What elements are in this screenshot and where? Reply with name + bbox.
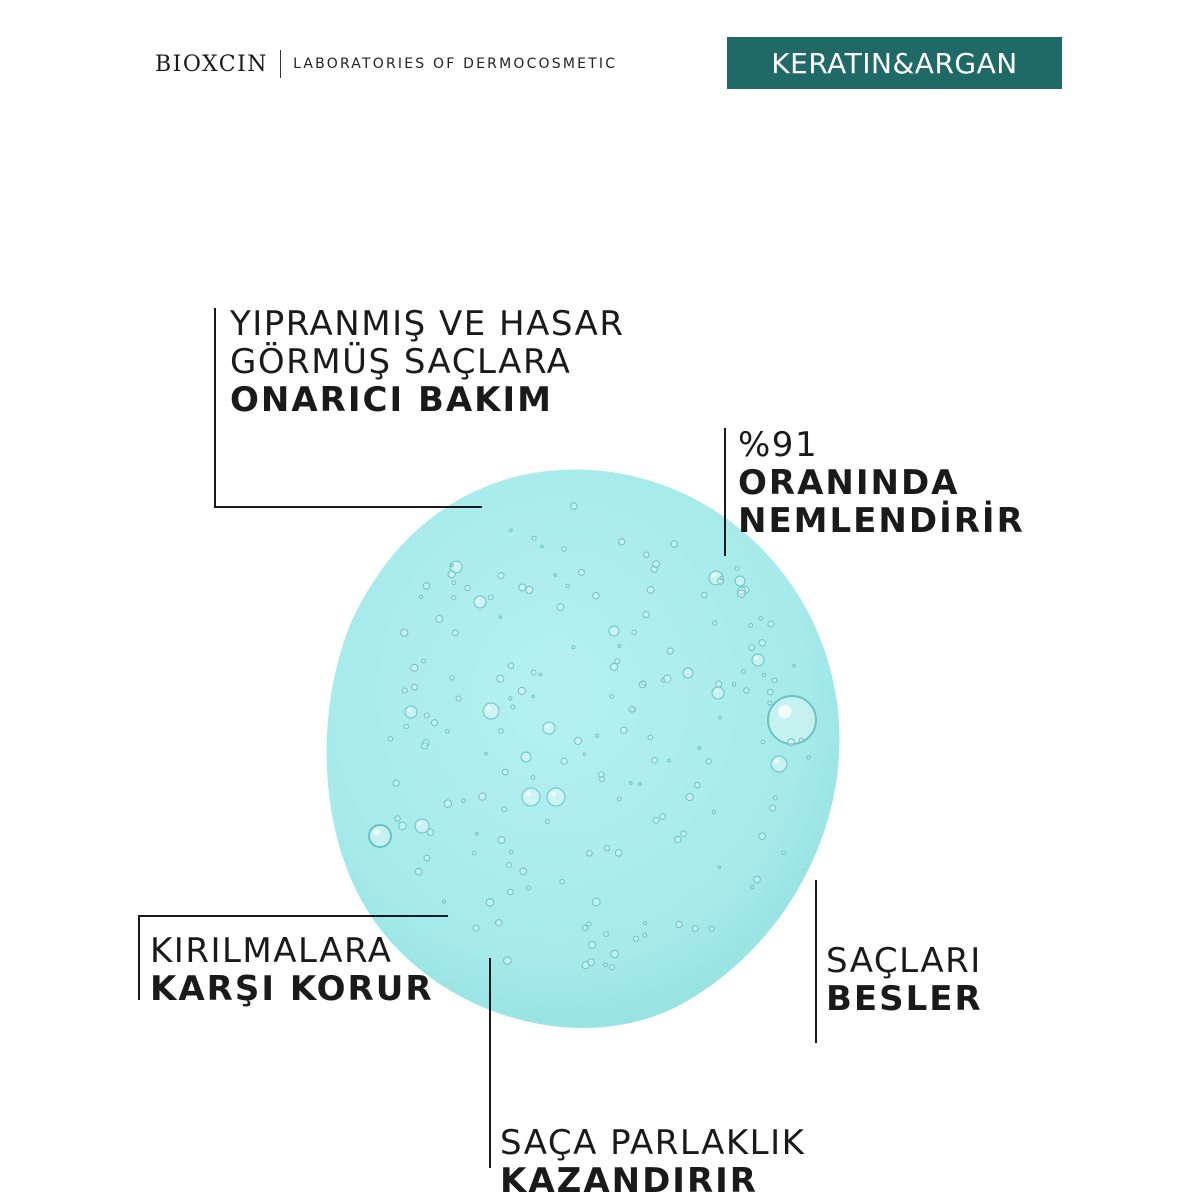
bubble	[643, 933, 647, 937]
bubble	[593, 593, 599, 599]
bubble-highlight	[418, 822, 422, 826]
bubble-highlight	[715, 689, 718, 692]
bubble	[444, 800, 451, 807]
bubble	[799, 738, 803, 742]
bubble	[522, 788, 540, 806]
bubble	[541, 545, 544, 548]
bubble	[604, 845, 609, 850]
bubble	[618, 645, 621, 648]
bubble	[634, 936, 639, 941]
bubble	[510, 850, 513, 853]
bubble	[643, 612, 649, 618]
claim-shine-line1: SAÇA PARLAKLIK	[500, 1123, 806, 1163]
bubble	[675, 836, 681, 842]
bubble	[531, 670, 536, 675]
bubble	[475, 832, 478, 835]
bubble	[578, 569, 584, 575]
bubble	[639, 783, 641, 785]
bubble	[652, 757, 658, 763]
bubble	[759, 833, 766, 840]
bubble	[424, 855, 430, 861]
bubble	[759, 640, 765, 646]
bubble	[472, 851, 476, 855]
bubble	[749, 623, 753, 627]
bubble-highlight	[551, 791, 556, 796]
bubble	[629, 706, 635, 712]
bubble	[582, 962, 589, 969]
bubble-highlight	[778, 705, 791, 718]
bubble	[621, 727, 627, 733]
bubble	[611, 950, 618, 957]
bubble	[412, 684, 418, 690]
bubble	[589, 941, 596, 948]
bubble	[399, 822, 406, 829]
bubble	[596, 734, 599, 737]
claim-shine	[500, 1124, 805, 1200]
callout-line-breakage-vertical	[138, 915, 140, 1000]
bubble	[593, 898, 601, 906]
bubble	[761, 740, 765, 744]
bubble	[782, 851, 786, 855]
bubble	[560, 879, 565, 884]
bubble	[499, 729, 504, 734]
bubble	[562, 547, 567, 552]
bubble	[681, 831, 687, 837]
bubble	[547, 788, 565, 806]
claim-nourish-bold: BESLER	[826, 979, 983, 1019]
bubble	[448, 571, 455, 578]
bubble	[498, 837, 505, 844]
bubble	[393, 780, 399, 786]
bubble	[706, 759, 711, 764]
bubble	[506, 863, 511, 868]
bubble	[683, 668, 693, 678]
bubble	[712, 687, 724, 699]
bubble	[502, 807, 507, 812]
callout-line-repair-horizontal	[214, 506, 482, 508]
bubble	[415, 868, 422, 875]
bubble	[698, 747, 701, 750]
bubble	[574, 737, 581, 744]
bubble	[539, 673, 542, 676]
bubble	[615, 659, 620, 664]
bubble	[752, 654, 764, 666]
bubble-highlight	[486, 706, 490, 710]
bubble	[718, 866, 720, 868]
bubble	[486, 899, 493, 906]
bubble	[762, 673, 765, 676]
bubble-highlight	[546, 724, 549, 727]
bubble-highlight	[712, 574, 716, 578]
bubble	[479, 793, 486, 800]
claim-repair	[230, 305, 624, 419]
bubble	[644, 552, 649, 557]
bubble	[716, 681, 722, 687]
bubble	[647, 587, 654, 594]
bubble	[735, 576, 745, 586]
bubble	[618, 797, 622, 801]
bubble	[411, 664, 418, 671]
bubble	[644, 922, 647, 925]
bubble	[713, 621, 717, 625]
bubble	[768, 696, 816, 744]
claim-repair-bold: ONARICI BAKIM	[230, 380, 554, 420]
bubble	[754, 876, 761, 883]
bubble	[543, 722, 555, 734]
bubble-highlight	[526, 791, 531, 796]
bubble	[571, 503, 577, 509]
bubble	[582, 925, 587, 930]
bubble	[402, 688, 407, 693]
bubble	[405, 706, 417, 718]
bubble	[557, 604, 564, 611]
bubble-highlight	[477, 598, 480, 601]
bubble	[446, 730, 449, 733]
bubble	[668, 759, 671, 762]
bubble	[424, 713, 429, 718]
bubble	[473, 925, 479, 931]
bubble	[771, 756, 787, 772]
bubble	[749, 645, 755, 651]
bubble	[508, 663, 513, 668]
bubble	[735, 567, 739, 571]
bubble	[388, 737, 393, 742]
bubble	[509, 697, 512, 700]
bubble	[642, 681, 646, 685]
bubble	[404, 724, 408, 728]
bubble	[712, 810, 715, 813]
callout-line-shine	[489, 958, 491, 1168]
bubble	[751, 886, 754, 889]
bubble	[676, 921, 682, 927]
bubble	[554, 574, 557, 577]
bubble	[421, 743, 427, 749]
bubble	[504, 957, 512, 965]
bubble	[561, 758, 567, 764]
bubble	[692, 926, 698, 932]
bubble	[456, 696, 461, 701]
bubble	[619, 539, 625, 545]
callout-line-repair-vertical	[214, 308, 216, 508]
bubble	[401, 629, 408, 636]
claim-moisture-line1: %91	[738, 425, 819, 465]
bubble	[768, 621, 774, 627]
bubble	[615, 850, 622, 857]
bubble	[738, 590, 746, 598]
bubble	[453, 630, 459, 636]
bubble	[502, 769, 508, 775]
bubble	[686, 794, 693, 801]
claim-breakage-bold: KARŞI KORUR	[150, 969, 434, 1009]
bubble	[662, 678, 666, 682]
bubble	[609, 626, 619, 636]
claim-nourish-line1: SAÇLARI	[826, 941, 982, 981]
bubble	[742, 670, 746, 674]
bubble	[773, 796, 777, 800]
bubble	[450, 676, 454, 680]
bubble	[452, 596, 456, 600]
bubble	[498, 573, 504, 579]
bubble	[531, 776, 535, 780]
bubble	[422, 659, 426, 663]
bubble	[436, 615, 443, 622]
bubble	[653, 817, 659, 823]
bubble	[451, 564, 454, 567]
bubble	[369, 825, 391, 847]
bubble	[511, 705, 515, 709]
bubble	[496, 920, 502, 926]
claim-moisture-bold2: NEMLENDİRİR	[738, 501, 1025, 541]
bubble	[465, 585, 470, 590]
bubble	[474, 596, 486, 608]
bubble	[485, 752, 488, 755]
bubble	[702, 592, 708, 598]
bubble	[483, 703, 499, 719]
bubble	[520, 868, 527, 875]
bubble	[566, 584, 569, 587]
bubble	[667, 648, 673, 654]
claim-moisture	[738, 426, 1025, 540]
claim-nourish	[826, 942, 983, 1018]
bubble	[768, 689, 774, 695]
bubble	[770, 805, 776, 811]
bubble	[719, 716, 722, 719]
bubble	[395, 816, 400, 821]
callout-line-nourish	[815, 880, 817, 1043]
brand-tagline: LABORATORIES OF DERMOCOSMETIC	[293, 56, 618, 72]
bubble	[583, 753, 585, 755]
brand-logo: BIOXCIN	[155, 51, 269, 77]
claim-repair-line2: GÖRMÜŞ SAÇLARA	[230, 342, 572, 382]
bubble	[732, 683, 735, 686]
bubble	[632, 630, 636, 634]
bubble	[488, 595, 493, 600]
callout-line-breakage-horizontal	[138, 915, 448, 917]
bubble	[604, 963, 608, 967]
bubble	[497, 675, 504, 682]
bubble	[508, 889, 514, 895]
bubble	[768, 701, 772, 705]
bubble	[526, 586, 533, 593]
bubble	[759, 617, 762, 620]
bubble	[518, 687, 525, 694]
bubble	[499, 616, 502, 619]
bubble	[572, 646, 575, 649]
bubble	[629, 782, 632, 785]
claim-breakage-line1: KIRILMALARA	[150, 931, 393, 971]
bubble	[788, 739, 795, 746]
bubble	[510, 529, 513, 532]
bubble	[599, 772, 604, 777]
bubble	[521, 752, 531, 762]
bubble	[720, 576, 723, 579]
bubble	[671, 541, 677, 547]
bubble	[432, 720, 438, 726]
claim-moisture-bold1: ORANINDA	[738, 463, 960, 503]
bubble	[610, 695, 614, 699]
bubble	[772, 678, 777, 683]
claim-repair-line1: YIPRANMIŞ VE HASAR	[230, 304, 625, 344]
bubble	[653, 561, 660, 568]
claim-shine-bold: KAZANDIRIR	[500, 1161, 758, 1201]
bubble	[807, 756, 810, 759]
bubble	[419, 595, 422, 598]
bubble	[660, 814, 666, 820]
bubble-highlight	[774, 759, 778, 763]
bubble-highlight	[755, 656, 758, 659]
bubble	[423, 583, 429, 589]
bubble	[709, 926, 714, 931]
bubble	[532, 695, 535, 698]
bubble	[442, 900, 445, 903]
product-badge: KERATIN&ARGAN	[727, 37, 1062, 89]
bubble	[452, 581, 456, 585]
bubble	[648, 735, 653, 740]
bubble	[462, 799, 465, 802]
bubble	[610, 965, 615, 970]
claim-breakage	[150, 932, 434, 1008]
bubble	[532, 536, 536, 540]
bubble	[519, 584, 526, 591]
bubble	[427, 829, 433, 835]
callout-line-moisture	[724, 428, 726, 556]
bubble	[695, 783, 700, 788]
bubble	[526, 886, 530, 890]
bubble	[587, 922, 591, 926]
bubble	[793, 664, 796, 667]
bubble	[610, 663, 617, 670]
bubble	[604, 932, 609, 937]
bubble	[744, 688, 749, 693]
bubble-highlight	[374, 829, 380, 835]
bubble-highlight	[408, 708, 411, 711]
bubble	[546, 820, 550, 824]
bubble	[587, 851, 593, 857]
